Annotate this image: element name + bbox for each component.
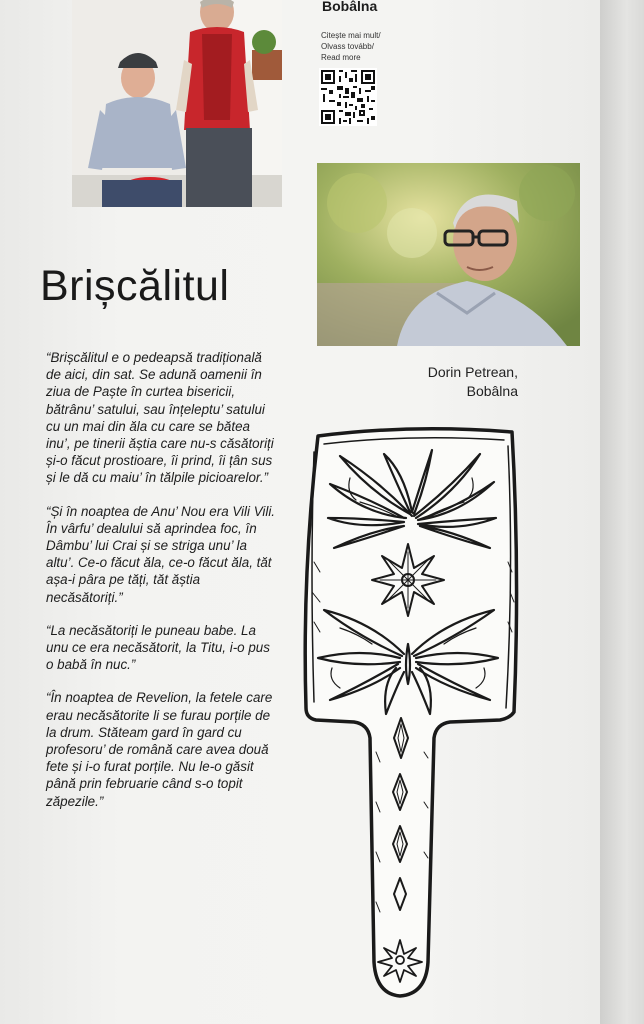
quote-line: așa-i pâra pe tăți, tăt ăștia [46, 572, 201, 588]
quote-line: În vârfu’ dealului să aprindea foc, în [46, 520, 257, 536]
quote-line: altu’. Ce-o făcut ăla, ce-o făcut ăla, tăt [46, 555, 272, 571]
quote-line: fete și i-o furat porțile. Nu le-o găsit [46, 759, 254, 775]
quote-line: și-o făcut prostioare, îi prind, îi țân sus [46, 453, 273, 469]
quote-line: “La necăsătoriți le puneau babe. La [46, 622, 256, 638]
quote-line: “În noaptea de Revelion, la fetele care [46, 690, 273, 706]
portrait-photo [317, 163, 580, 346]
quote-line: cu un mai din ăla cu care se bătea [46, 418, 250, 434]
page-edge [600, 0, 644, 1024]
quote-line: “Și în noaptea de Anu’ Nou era Vili Vili. [46, 503, 276, 519]
quote-line: “Brișcălitul e o pedeapsă tradițională [46, 350, 262, 365]
carved-paddle-illustration [300, 422, 522, 1002]
quote-2 [46, 503, 278, 606]
quote-line: de aici, din sat. Se adună oamenii în [46, 367, 262, 383]
caption-place: Bobâlna [466, 383, 518, 399]
quote-line: erau necăsătorite li se furau porțile de [46, 707, 271, 723]
read-more-line-hu: Olvass tovább/ [321, 42, 374, 51]
quote-1 [46, 349, 278, 487]
quote-line: inu’, pe tinerii ăștia care nu-s căsătoriți [46, 436, 274, 452]
location-label: Bobâlna [322, 0, 378, 14]
photo-caption [400, 363, 518, 401]
quote-line: necăsătoriți.” [46, 589, 123, 605]
quote-line: la drum. Stăteam gard în gard cu [46, 724, 242, 740]
quote-line: până prin februarie când s-o topit [46, 776, 243, 792]
quote-line: profesoru’ de română care avea două [46, 742, 269, 758]
qr-code[interactable] [319, 68, 377, 126]
quote-line: și le dă cu maiu’ în tălpile picioarelor.” [46, 470, 269, 486]
elderly-couple-photo [72, 0, 282, 207]
quote-line: Dâmbu’ lui Crai și se striga unu’ la [46, 538, 247, 554]
read-more-label[interactable] [321, 30, 441, 63]
quote-line: zăpezile.” [46, 793, 104, 809]
quote-line: ziua de Paște în curtea bisericii, [46, 384, 236, 400]
read-more-line-ro: Citește mai mult/ [321, 31, 381, 40]
quote-3 [46, 622, 278, 674]
page-title: Brișcălitul [40, 262, 230, 310]
caption-name: Dorin Petrean, [427, 364, 518, 380]
quote-4 [46, 689, 278, 809]
quote-line: o babă în nuc.” [46, 657, 136, 673]
quotes-block [46, 349, 278, 826]
read-more-line-en: Read more [321, 53, 361, 62]
quote-line: unu ce era necăsătorit, la Titu, i-o pus [46, 640, 270, 656]
quote-line: bătrânu’ satului, sau înțeleptu’ satului [46, 401, 265, 417]
